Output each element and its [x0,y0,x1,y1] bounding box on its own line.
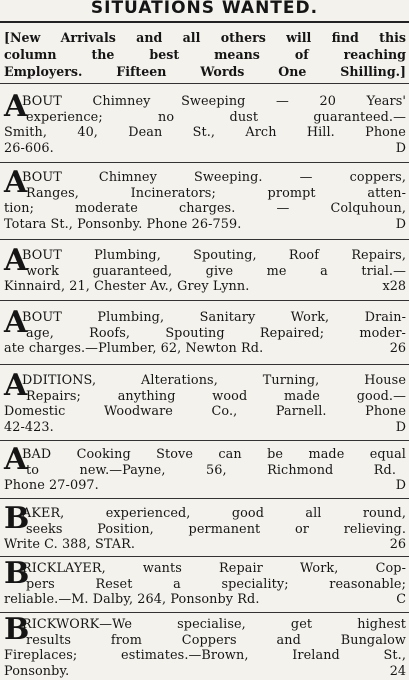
ad-line: BOUT Chimney Sweeping — 20 Years' [22,94,406,109]
classified-ad [4,612,406,679]
ad-line: BOUT Plumbing, Spouting, Roof Repairs, [22,248,406,263]
divider [0,440,409,441]
intro-line: column the best means of reaching [4,47,406,62]
ad-line: BOUT Plumbing, Sanitary Work, Drain- [22,310,406,325]
drop-cap: A [4,165,28,200]
ad-line: pers Reset a speciality; reasonable; [26,576,406,592]
intro-line: Employers. Fifteen Words One Shilling.] [4,64,406,79]
divider [0,162,409,163]
ad-code: D [395,419,406,435]
column-heading: SITUATIONS WANTED. [0,0,409,23]
ad-line: Ponsonby. [4,663,70,679]
ad-line: Domestic Woodware Co., Parnell. Phone [4,404,406,419]
intro-notice [4,29,406,80]
classified-ad [4,501,406,553]
ad-line: ate charges.—Plumber, 62, Newton Rd. [4,341,264,356]
ad-line: age, Roofs, Spouting Repaired; moder- [26,325,406,341]
ad-line: AKER, experienced, good all round, [22,506,406,521]
ad-code: 24 [389,663,406,679]
ad-line: Kinnaird, 21, Chester Av., Grey Lynn. [4,279,250,294]
ad-line: RICKLAYER, wants Repair Work, Cop- [22,561,406,576]
drop-cap: A [4,305,28,340]
classified-ad [4,243,406,295]
drop-cap: B [4,556,30,591]
classified-ad [4,305,406,357]
drop-cap: A [4,442,28,477]
divider [0,300,409,301]
ad-code: C [396,592,406,607]
ad-line: Totara St., Ponsonby. Phone 26-759. [4,216,242,232]
ad-line: to new.—Payne, 56, Richmond Rd. [26,462,396,478]
ad-code: D [395,216,406,232]
divider [0,556,409,557]
ad-line: Phone 27-097. [4,478,99,493]
ad-line: Smith, 40, Dean St., Arch Hill. Phone [4,125,406,140]
ad-line: reliable.—M. Dalby, 264, Ponsonby Rd. [4,592,260,607]
ad-line: tion; moderate charges. — Colquhoun, [4,201,406,216]
divider [0,612,409,613]
ad-line: BOUT Chimney Sweeping. — coppers, [22,170,406,185]
classified-ad [4,165,406,232]
drop-cap: A [4,89,28,124]
ad-code: 26 [389,537,406,552]
ad-line: Write C. 388, STAR. [4,537,136,552]
ad-code: D [395,140,406,156]
classified-ad [4,442,406,494]
ad-line: Repairs; anything wood made good.— [26,388,406,404]
drop-cap: B [4,612,30,647]
drop-cap: A [4,368,28,403]
ad-line: Ranges, Incinerators; prompt atten- [26,185,406,201]
divider [0,83,409,84]
divider [0,498,409,499]
ad-code: D [395,478,406,493]
classified-ad [4,89,406,156]
ad-line: 26-606. [4,140,54,156]
ad-line: RICKWORK—We specialise, get highest [22,617,406,632]
ad-line: BAD Cooking Stove can be made equal [22,447,406,462]
intro-line: [New Arrivals and all others will find this [4,30,406,45]
ad-code: 26 [389,341,406,356]
ad-line: Fireplaces; estimates.—Brown, Ireland St., [4,648,406,663]
ad-code: x28 [382,279,406,294]
classified-ad [4,368,406,435]
drop-cap: B [4,501,30,536]
ad-line: work guaranteed, give me a trial.— [26,263,406,279]
divider [0,364,409,365]
ad-line: DDITIONS, Alterations, Turning, House [22,373,406,388]
drop-cap: A [4,243,28,278]
ad-line: results from Coppers and Bungalow [26,632,406,648]
classified-ad [4,556,406,608]
divider [0,239,409,240]
ad-line: 42-423. [4,419,54,435]
ad-line: seeks Position, permanent or relieving. [26,521,406,537]
ad-line: experience; no dust guaranteed.— [26,109,406,125]
